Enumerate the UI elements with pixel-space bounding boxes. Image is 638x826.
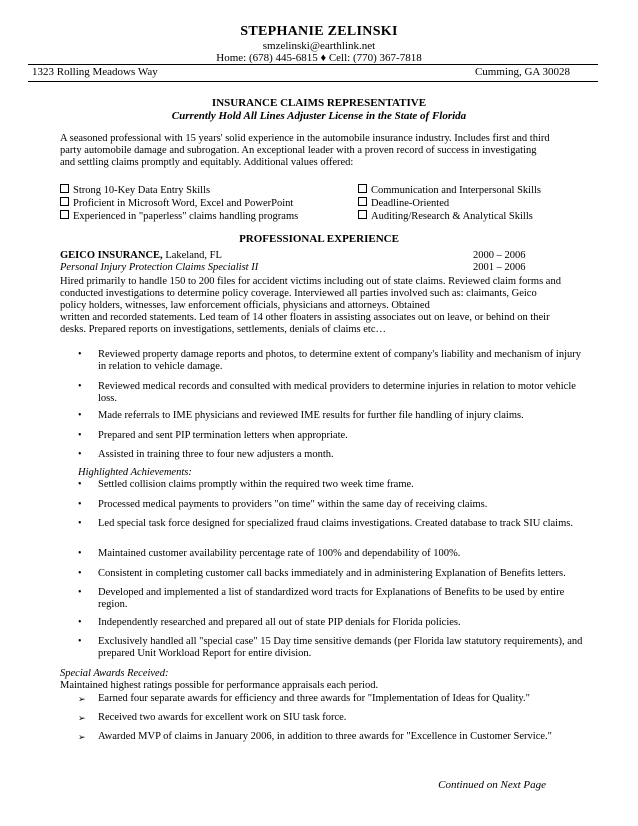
bullet-icon: • xyxy=(78,349,82,360)
awards-title: Special Awards Received: xyxy=(60,668,169,679)
checkbox-icon xyxy=(358,210,367,219)
achievements-title: Highlighted Achievements: xyxy=(78,467,192,478)
bullet-icon: • xyxy=(78,479,82,490)
address-bar xyxy=(28,64,598,82)
skills-column-2 xyxy=(358,184,541,223)
bullet-icon: • xyxy=(78,518,82,529)
city-state-zip: Cumming, GA 30028 xyxy=(474,66,570,78)
resume-page: STEPHANIE ZELINSKI smzelinski@earthlink.net Home: (678) 445-6815 ♦ Cell: (770) 367-7818 1323 Rolling Meadows Way Cumming, GA 30028 INSURANCE CLAIMS REPRESENTATIVE Currently Hold All Lines Adjuster License in the State of Florida A seasoned professional with 15 years' solid experience in the automobile insurance industry. Includes first and third party automobile damage and subrogation. An exceptional leader with a proven record of success in investigating and settling claims promptly and equitably. Additional values offered: Strong 10-Key Data Entry Skills Proficient in Microsoft Word, Excel and PowerPoint Experienced in "paperless" claims handling programs Communication and Interpersonal Skills Deadline-Oriented Auditing/Research & Analytical Skills PROFESSIONAL EXPERIENCE GEICO INSURANCE, Lakeland, FL 2000 – 2006 Personal Injury Protection Claims Specialist II 2001 – 2006 Hired primarily to handle 150 to 200 files for accident victims including out of state claims. Reviewed claim forms and conducted investigations to determine policy coverage. Interviewed all parties involved such as: claimants, Geico policy holders, witnesses, law enforcement officials, physicians and attorneys. Obtained written and recorded statements. Led team of 14 other floaters in assisting associates out on leave, or behind on their desks. Prepared reports on investigations, settlements, denials of claims etc… • Reviewed property damage reports and photos, to determine extent of company's liability and mechanism of injury in relation to vehicle damage. • Reviewed medical records and consulted with medical providers to determine injuries in relation to motor vehicle loss. • Made referrals to IME physicians and reviewed IME results for further file handling of injury claims. • Prepared and sent PIP termination letters when appropriate. • Assisted in training three to four new adjusters a month. Highlighted Achievements: • Settled collision claims promptly within the required two week time frame. • Processed medical payments to providers "on time" within the same day of receiving claims. • Led special task force designed for specialized fraud claims investigations. Created database to track SIU claims. • Maintained customer availability percentage rate of 100% and dependability of 100%. • Consistent in completing customer call backs immediately and in administering Explanation of Benefits letters. • Developed and implemented a list of standardized word tracts for Explanations of Benefits to be used by entire region. • Independently researched and prepared all out of state PIP denials for Florida policies. • Exclusively handled all "special case" 15 Day time sensitive demands (per Florida law statutory requirements), and prepared Unit Workload Report for entire division. Special Awards Received: Maintained highest ratings possible for performance appraisals each period. ➢ Earned four separate awards for efficiency and three awards for "Implementation of Ideas for Quality." ➢ Received two awards for excellent work on SIU task force. ➢ Awarded MVP of claims in January 2006, in addition to three awards for "Excellence in Customer Service." Continued on Next Page xyxy=(0,0,638,826)
objective-subtitle: Currently Hold All Lines Adjuster License in the State of Florida xyxy=(171,110,467,122)
awards-intro: Maintained highest ratings possible for performance appraisals each period. xyxy=(60,680,379,691)
street-address: 1323 Rolling Meadows Way xyxy=(32,66,158,78)
checkbox-icon xyxy=(60,210,69,219)
bullet-icon: • xyxy=(78,381,82,392)
applicant-name: STEPHANIE ZELINSKI xyxy=(240,24,398,39)
summary-paragraph: A seasoned professional with 15 years' solid experience in the automobile insurance industry. Includes first and third party automobile damage and subrogation. An exceptional leader with a proven record of success in investigating and settling claims promptly and equitably. Additional values offered: xyxy=(60,133,550,168)
bullet-icon: • xyxy=(78,449,82,460)
bullet-icon: • xyxy=(78,636,82,647)
skill-item: Communication and Interpersonal Skills xyxy=(358,184,541,197)
checkbox-icon xyxy=(60,184,69,193)
bullet-icon: • xyxy=(78,587,82,598)
skill-item: Deadline-Oriented xyxy=(358,197,541,210)
skills-column-1 xyxy=(60,184,298,223)
job-role: Personal Injury Protection Claims Specialist II xyxy=(60,262,259,273)
checkbox-icon xyxy=(60,197,69,206)
arrow-icon: ➢ xyxy=(78,694,86,704)
job-description: Hired primarily to handle 150 to 200 files for accident victims including out of state claims. Reviewed claim forms and conducted investigations to determine policy coverage. Interviewed all parties involved such as: claimants, Geico policy holders, witnesses, law enforcement officials, physicians and attorneys. Obtained written and recorded statements. Led team of 14 other floaters in assisting associates out on leave, or behind on their desks. Prepared reports on investigations, settlements, denials of claims etc… xyxy=(60,276,561,335)
bullet-icon: • xyxy=(78,617,82,628)
employer-location: Lakeland, FL xyxy=(162,250,222,261)
arrow-icon: ➢ xyxy=(78,732,86,742)
arrow-icon: ➢ xyxy=(78,713,86,723)
bullet-icon: • xyxy=(78,410,82,421)
bullet-icon: • xyxy=(78,548,82,559)
role-dates: 2001 – 2006 xyxy=(473,262,526,273)
skill-item: Auditing/Research & Analytical Skills xyxy=(358,210,541,223)
bullet-icon: • xyxy=(78,568,82,579)
skill-item: Strong 10-Key Data Entry Skills xyxy=(60,184,298,197)
bullet-icon: • xyxy=(78,499,82,510)
employer-name: GEICO INSURANCE, xyxy=(60,250,163,261)
continued-note: Continued on Next Page xyxy=(438,779,546,791)
phone-numbers: Home: (678) 445-6815 ♦ Cell: (770) 367-7818 xyxy=(216,52,422,64)
checkbox-icon xyxy=(358,197,367,206)
objective-title: INSURANCE CLAIMS REPRESENTATIVE xyxy=(211,97,427,109)
checkbox-icon xyxy=(358,184,367,193)
bullet-icon: • xyxy=(78,430,82,441)
employer-dates: 2000 – 2006 xyxy=(473,250,526,261)
skill-item: Experienced in "paperless" claims handling programs xyxy=(60,210,298,223)
skill-item: Proficient in Microsoft Word, Excel and PowerPoint xyxy=(60,197,298,210)
email-address: smzelinski@earthlink.net xyxy=(262,40,376,52)
experience-section-title: PROFESSIONAL EXPERIENCE xyxy=(239,233,399,245)
job-header xyxy=(60,250,530,274)
